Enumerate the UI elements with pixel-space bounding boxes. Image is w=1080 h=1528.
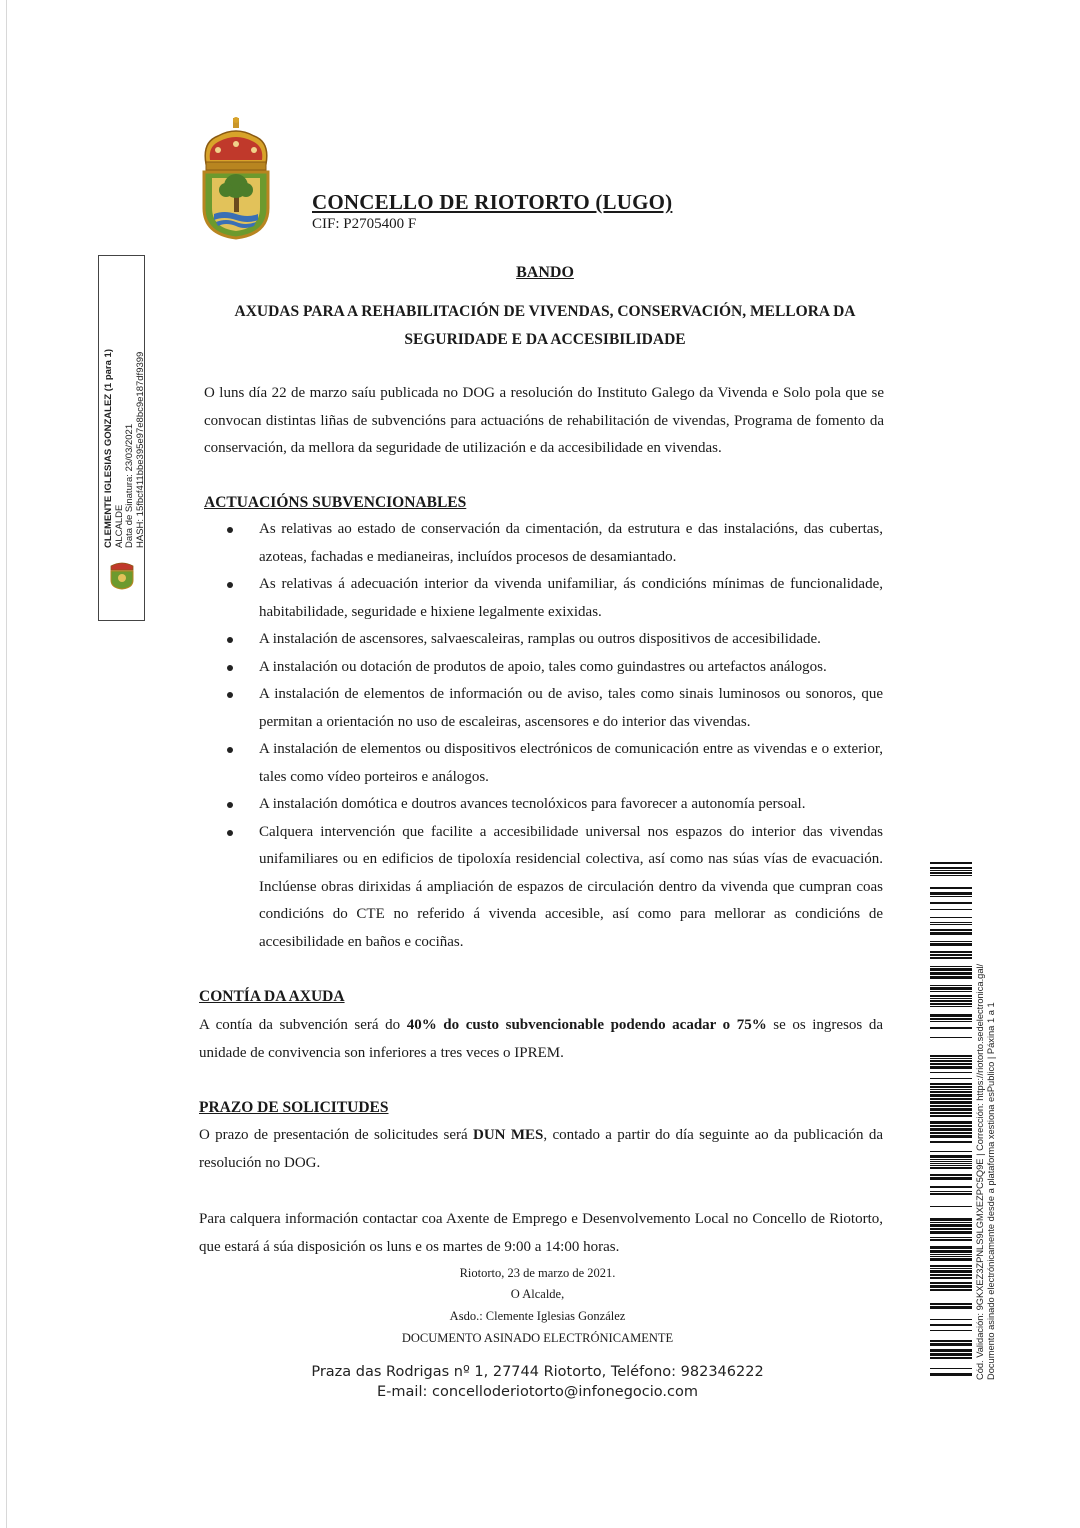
barcode-bar [930,995,972,997]
barcode-bar [930,987,972,990]
barcode-bar [930,1193,972,1195]
barcode-bar [930,892,972,895]
signer-title: O Alcalde, [510,1287,565,1301]
barcode-bar [930,972,972,975]
barcode-bar [930,1105,972,1107]
barcode-bar [930,1254,972,1255]
barcode-bar [930,1058,972,1059]
barcode-bar [930,1319,972,1320]
barcode-bar [930,1163,972,1164]
barcode-bar [930,1282,972,1284]
barcode-bar [930,998,972,999]
barcode-bar [930,917,972,918]
barcode-bar [930,1239,972,1241]
barcode-bar [930,1274,972,1276]
footer-address: Praza das Rodrigas nº 1, 27744 Riotorto, Teléfono: 982346222 [311,1364,764,1380]
barcode-bar [930,1121,972,1124]
barcode-bar [930,1258,972,1261]
barcode-bar [930,1237,972,1238]
barcode-bar [930,1021,972,1022]
bullet-icon [227,527,233,533]
intro-paragraph: O luns día 22 de marzo saíu publicada no DOG a resolución do Instituto Galego da Vivenda e Solo pola que se convocan distintas liñas de subvencións para actuacións de rehabilitación de vivendas, Programa de fomento da conservación, da mellora da seguridade de utilización e da accesibilidade en vivendas. [204,385,884,456]
barcode-bar [930,896,972,897]
barcode-bar [930,1003,972,1005]
stamp-crest-icon [108,560,136,590]
prazo-heading: PRAZO DE SOLICITUDES [199,1099,389,1116]
barcode-bar [930,1108,972,1111]
footer [0,1362,1075,1402]
barcode-bar [930,1285,972,1288]
barcode-bar [930,1055,972,1057]
barcode-bar [930,1343,972,1346]
barcode-bar [930,1373,972,1376]
signature-hash: HASH: 15fbcf411bbe395e97e8bc9e187df9399 [134,351,146,548]
electronic-signature-note: DOCUMENTO ASINADO ELECTRÓNICAMENTE [401,1331,674,1345]
barcode-bar [930,966,972,967]
barcode-bar [930,1086,972,1088]
subtitle-line-2: SEGURIDADE E DA ACCESIBILIDADE [404,331,686,348]
coat-of-arms-icon [198,116,274,240]
barcode-bar [930,1340,972,1342]
validation-text [975,920,997,1380]
barcode-bar [930,1151,972,1152]
barcode-bar [930,932,972,935]
document-kind: BANDO [516,264,574,281]
barcode-bar [930,909,972,910]
bullet-icon [227,802,233,808]
footer-email: E-mail: concelloderiotorto@infonegocio.com [377,1384,698,1400]
bullet-icon [227,582,233,588]
barcode-bar [930,1231,972,1234]
barcode-bar [930,968,972,971]
barcode-bar [930,1246,972,1249]
bullet-icon [227,637,233,643]
barcode-bar [930,1324,972,1326]
barcode-bar [930,1078,972,1079]
signer-role: ALCALDE [113,504,125,548]
list-item: A instalación domótica e doutros avances tecnolóxicos para favorecer a autonomía persoal. [259,791,883,819]
barcode-bar [930,862,972,864]
bullet-icon [227,665,233,671]
list-item: As relativas á adecuación interior da vivenda unifamiliar, ás condicións mínimas de funcionalidade, habitabilidade, seguridade e hixiene legalmente exixidas. [259,571,883,626]
barcode-bar [930,870,972,871]
barcode-bar [930,924,972,925]
barcode-bar [930,1101,972,1104]
barcode-bar [930,1368,972,1369]
actuacions-heading: ACTUACIÓNS SUBVENCIONABLES [204,494,467,511]
barcode-bar [930,954,972,956]
barcode-bar [930,1159,972,1160]
barcode-bar [930,976,972,979]
barcode-bar [930,1256,972,1257]
document-subtitle [220,298,870,354]
barcode-bar [930,1353,972,1356]
barcode-bar [930,1060,972,1062]
barcode-bar [930,1141,972,1143]
validation-line-2: Documento asinado electrónicamente desde a plataforma xestiona esPublico | Páxina 1 a 1 [986,1002,996,1380]
barcode-bar [930,1268,972,1269]
barcode-bar [930,1027,972,1029]
barcode-bar [930,1165,972,1166]
validation-line-1: Cód. Validación: 9GKXEZ3ZPNLS9LGMXEZPC5Q9E | Corrección: https://riotorto.sedelectronica.gal/ [975,963,985,1380]
barcode-bar [930,887,972,889]
barcode-bar [930,1177,972,1180]
barcode-bar [930,902,972,904]
barcode-bar [930,1083,972,1085]
barcode-bar [930,991,972,992]
barcode-bar [930,1357,972,1359]
barcode-bar [930,875,972,876]
barcode-bar [930,1091,972,1093]
barcode-bar [930,1066,972,1069]
barcode-bar [930,985,972,986]
barcode-bar [930,1330,972,1331]
barcode-bar [930,1128,972,1131]
bullet-icon [227,692,233,698]
list-item: Calquera intervención que facilite a accesibilidade universal nos espazos do interior das vivendas unifamiliares ou en edificios de tipoloxía residencial colectiva, así como nas súas vías de evacuación. Inclúense obras dirixidas á ampliación de espazos de circulación dentro da vivenda que cumpran coas condicións do CTE no referido á vivenda accesible, así como para mellorar as condicións de accesibilidade en baños e cociñas. [259,819,883,957]
barcode-bar [930,1224,972,1227]
barcode-bar [930,1112,972,1114]
barcode-bar [930,867,972,869]
signature-date: Data de Sinatura: 23/03/2021 [124,423,135,548]
barcode-bar [930,1186,972,1188]
bullet-icon [227,830,233,836]
barcode-bar [930,1125,972,1127]
barcode-bar [930,1289,972,1291]
barcode-bar [930,1006,972,1007]
barcode-bar [930,1132,972,1134]
barcode-bar [930,1206,972,1207]
barcode-bar [930,1303,972,1305]
barcode-bar [930,929,972,931]
barcode-bar [930,1018,972,1020]
barcode-bar [930,943,972,946]
barcode-bar [930,1265,972,1267]
prazo-paragraph: O prazo de presentación de solicitudes será DUN MES, contado a partir do día seguinte ao da publicación da resolución no DOG. [199,1127,883,1171]
cif-number: CIF: P2705400 F [312,216,417,232]
barcode-bar [930,1072,972,1073]
barcode-bar [930,1014,972,1017]
barcode-bar [930,1228,972,1230]
signer-name: CLEMENTE IGLESIAS GONZALEZ (1 para 1) [103,349,114,548]
barcode-bar [930,1167,972,1169]
actuacions-list [259,516,883,956]
signature-stamp-text [104,248,146,548]
barcode-bar [930,1000,972,1002]
barcode-bar [930,1135,972,1138]
barcode-bar [930,1089,972,1090]
barcode-bar [930,1270,972,1273]
barcode-bar [930,1155,972,1158]
list-item: A instalación ou dotación de produtos de apoio, tales como guindastres ou artefactos análogos. [259,654,883,682]
barcode-bar [930,957,972,959]
barcode-bar [930,1277,972,1279]
barcode-bar [930,872,972,874]
barcode-bar [930,1250,972,1253]
barcode-bar [930,922,972,923]
barcode-bar [930,1349,972,1352]
barcode-bar [930,1063,972,1065]
barcode-bar [930,951,972,953]
subtitle-line-1: AXUDAS PARA A REHABILITACIÓN DE VIVENDAS, CONSERVACIÓN, MELLORA DA [234,303,856,320]
barcode-bar [930,1174,972,1176]
barcode-bar [930,1218,972,1221]
list-item: A instalación de ascensores, salvaescaleiras, ramplas ou outros dispositivos de accesibilidade. [259,626,883,654]
info-paragraph: Para calquera información contactar coa Axente de Emprego e Desenvolvemento Local no Concello de Riotorto, que estará á súa disposición os luns e os martes de 9:00 a 14:00 horas. [199,1211,883,1255]
municipality-title: CONCELLO DE RIOTORTO (LUGO) [312,190,673,214]
list-item: As relativas ao estado de conservación da cimentación, da estrutura e das instalacións, das cubertas, azoteas, fachadas e medianeiras, incluídos procesos de desamiantado. [259,516,883,571]
barcode-bar [930,1115,972,1117]
list-item: A instalación de elementos ou dispositivos electrónicos de comunicación entre as vivendas e o exterior, tales como vídeo porteiros e análogos. [259,736,883,791]
signed-by: Asdo.: Clemente Iglesias González [449,1309,626,1323]
place-date: Riotorto, 23 de marzo de 2021. [459,1266,616,1280]
list-item: A instalación de elementos de información ou de aviso, tales como sinais luminosos ou sonoros, que permitan a orientación no uso de escaleiras, ascensores e do interior das vivendas. [259,681,883,736]
barcode-icon [930,862,972,1382]
barcode-bar [930,1098,972,1100]
barcode-bar [930,1161,972,1162]
barcode-bar [930,941,972,942]
bullet-icon [227,747,233,753]
barcode-bar [930,1306,972,1309]
contia-paragraph: A contía da subvención será do 40% do custo subvencionable podendo acadar o 75% se os ingresos da unidade de convivencia son inferiores a tres veces o IPREM. [199,1017,883,1061]
barcode-bar [930,1037,972,1038]
barcode-bar [930,1094,972,1097]
barcode-bar [930,1191,972,1192]
barcode-bar [930,1222,972,1223]
contia-heading: CONTÍA DA AXUDA [199,988,345,1005]
